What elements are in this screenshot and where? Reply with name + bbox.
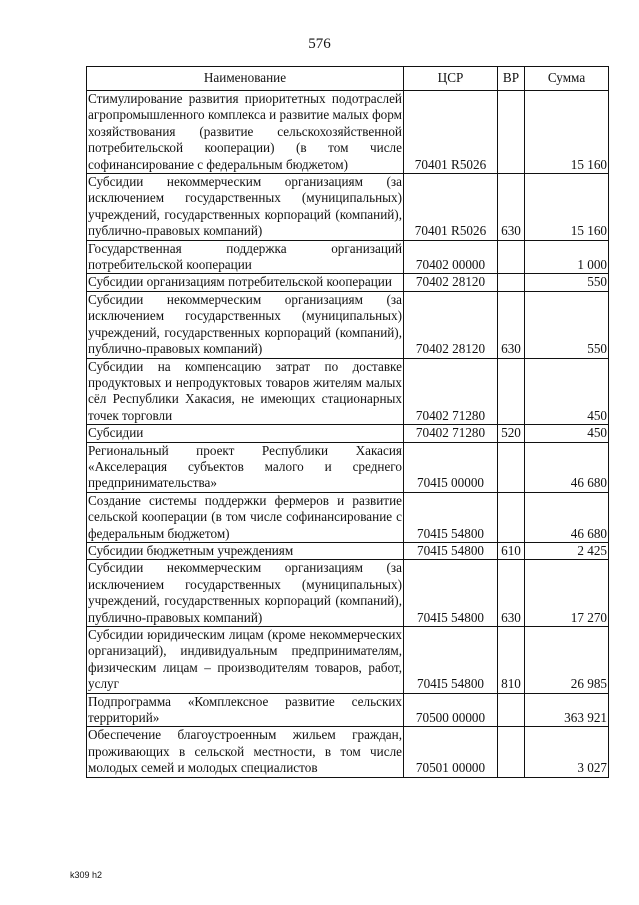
- table-row: [87, 358, 609, 425]
- row-name: Субсидии на компенсацию затрат по доставке продуктовых и непродуктовых товаров жителям малых сёл Республики Хакасия, не имеющих стационарных точек торговли: [88, 358, 402, 423]
- table-row: [87, 492, 609, 542]
- row-name: Региональный проект Республики Хакасия «Акселерация субъектов малого и среднего предпринимательства»: [88, 442, 402, 491]
- row-name: Субсидии некоммерческим организациям (за исключением государственных (муниципальных) учреждений, государственных корпораций (компаний), публично-правовых компаний): [88, 174, 402, 239]
- row-vr: 810: [498, 627, 525, 694]
- row-csr: 70402 28120: [404, 274, 498, 291]
- row-sum: 363 921: [525, 693, 609, 727]
- row-name: Создание системы поддержки фермеров и развитие сельской кооперации (в том числе софинансирование с федеральным бюджетом): [88, 492, 402, 541]
- row-sum: 450: [525, 358, 609, 425]
- row-csr: 70402 71280: [404, 425, 498, 442]
- row-vr: [498, 727, 525, 777]
- row-sum: 46 680: [525, 492, 609, 542]
- row-vr: [498, 358, 525, 425]
- row-name: Субсидии: [87, 425, 404, 442]
- table-row: [87, 693, 609, 727]
- table-row: [87, 560, 609, 627]
- row-sum: 15 160: [525, 91, 609, 174]
- row-name: Субсидии некоммерческим организациям (за исключением государственных (муниципальных) учреждений, государственных корпораций (компаний), публично-правовых компаний): [88, 291, 402, 357]
- row-csr: 704I5 54800: [404, 560, 498, 627]
- row-sum: 1 000: [525, 240, 609, 274]
- row-vr: [498, 442, 525, 492]
- row-sum: 26 985: [525, 627, 609, 694]
- page-number: 576: [308, 36, 331, 52]
- row-sum: 3 027: [525, 727, 609, 777]
- row-name: Субсидии бюджетным учреждениям: [87, 542, 404, 559]
- row-vr: 520: [498, 425, 525, 442]
- table-row: [87, 291, 609, 358]
- row-name: Субсидии некоммерческим организациям (за исключением государственных (муниципальных) учреждений, государственных корпораций (компаний), публично-правовых компаний): [88, 560, 402, 625]
- row-name: Стимулирование развития приоритетных подотраслей агропромышленного комплекса и развитие малых форм хозяйствования (развитие сельскохозяйственной потребительской кооперации) (в том числе софинансирование с федеральным бюджетом): [88, 91, 402, 172]
- header-vr: ВР: [498, 67, 525, 91]
- table-row: [87, 240, 609, 274]
- row-csr: 70402 71280: [404, 358, 498, 425]
- row-csr: 70401 R5026: [404, 174, 498, 241]
- row-csr: 70402 28120: [404, 291, 498, 358]
- row-sum: 2 425: [525, 542, 609, 559]
- row-csr: 70402 00000: [404, 240, 498, 274]
- table-row: [87, 727, 609, 777]
- row-csr: 704I5 54800: [404, 492, 498, 542]
- row-name: Подпрограмма «Комплексное развитие сельских территорий»: [88, 693, 402, 726]
- table-row: [87, 627, 609, 694]
- row-sum: 550: [525, 274, 609, 291]
- row-sum: 17 270: [525, 560, 609, 627]
- row-name: Обеспечение благоустроенным жильем граждан, проживающих в сельской местности, в том числе молодых семей и молодых специалистов: [88, 727, 402, 776]
- row-csr: 70401 R5026: [404, 91, 498, 174]
- row-csr: 704I5 00000: [404, 442, 498, 492]
- table-row: [87, 174, 609, 241]
- table-row: [87, 442, 609, 492]
- row-csr: 704I5 54800: [404, 542, 498, 559]
- table-row: [87, 274, 609, 291]
- row-csr: 70500 00000: [404, 693, 498, 727]
- row-vr: 610: [498, 542, 525, 559]
- table-row: [87, 91, 609, 174]
- row-vr: [498, 240, 525, 274]
- row-vr: [498, 91, 525, 174]
- row-sum: 46 680: [525, 442, 609, 492]
- row-sum: 15 160: [525, 174, 609, 241]
- budget-table: [86, 66, 609, 778]
- row-name: Субсидии организациям потребительской кооперации: [87, 274, 404, 291]
- row-sum: 550: [525, 291, 609, 358]
- row-sum: 450: [525, 425, 609, 442]
- footer-code: k309 h2: [70, 870, 103, 880]
- row-csr: 70501 00000: [404, 727, 498, 777]
- row-vr: [498, 492, 525, 542]
- header-csr: ЦСР: [404, 67, 498, 91]
- row-vr: 630: [498, 560, 525, 627]
- row-vr: 630: [498, 174, 525, 241]
- table-row: [87, 542, 609, 559]
- row-csr: 704I5 54800: [404, 627, 498, 694]
- table-header-row: [87, 67, 609, 91]
- row-name: Субсидии юридическим лицам (кроме некоммерческих организаций), индивидуальным предпринимателям, физическим лицам – производителям товаров, работ, услуг: [88, 627, 402, 692]
- row-vr: 630: [498, 291, 525, 358]
- row-vr: [498, 274, 525, 291]
- row-vr: [498, 693, 525, 727]
- header-name: Наименование: [87, 67, 404, 91]
- row-name: Государственная поддержка организаций потребительской кооперации: [88, 240, 402, 273]
- table-row: [87, 425, 609, 442]
- header-sum: Сумма: [525, 67, 609, 91]
